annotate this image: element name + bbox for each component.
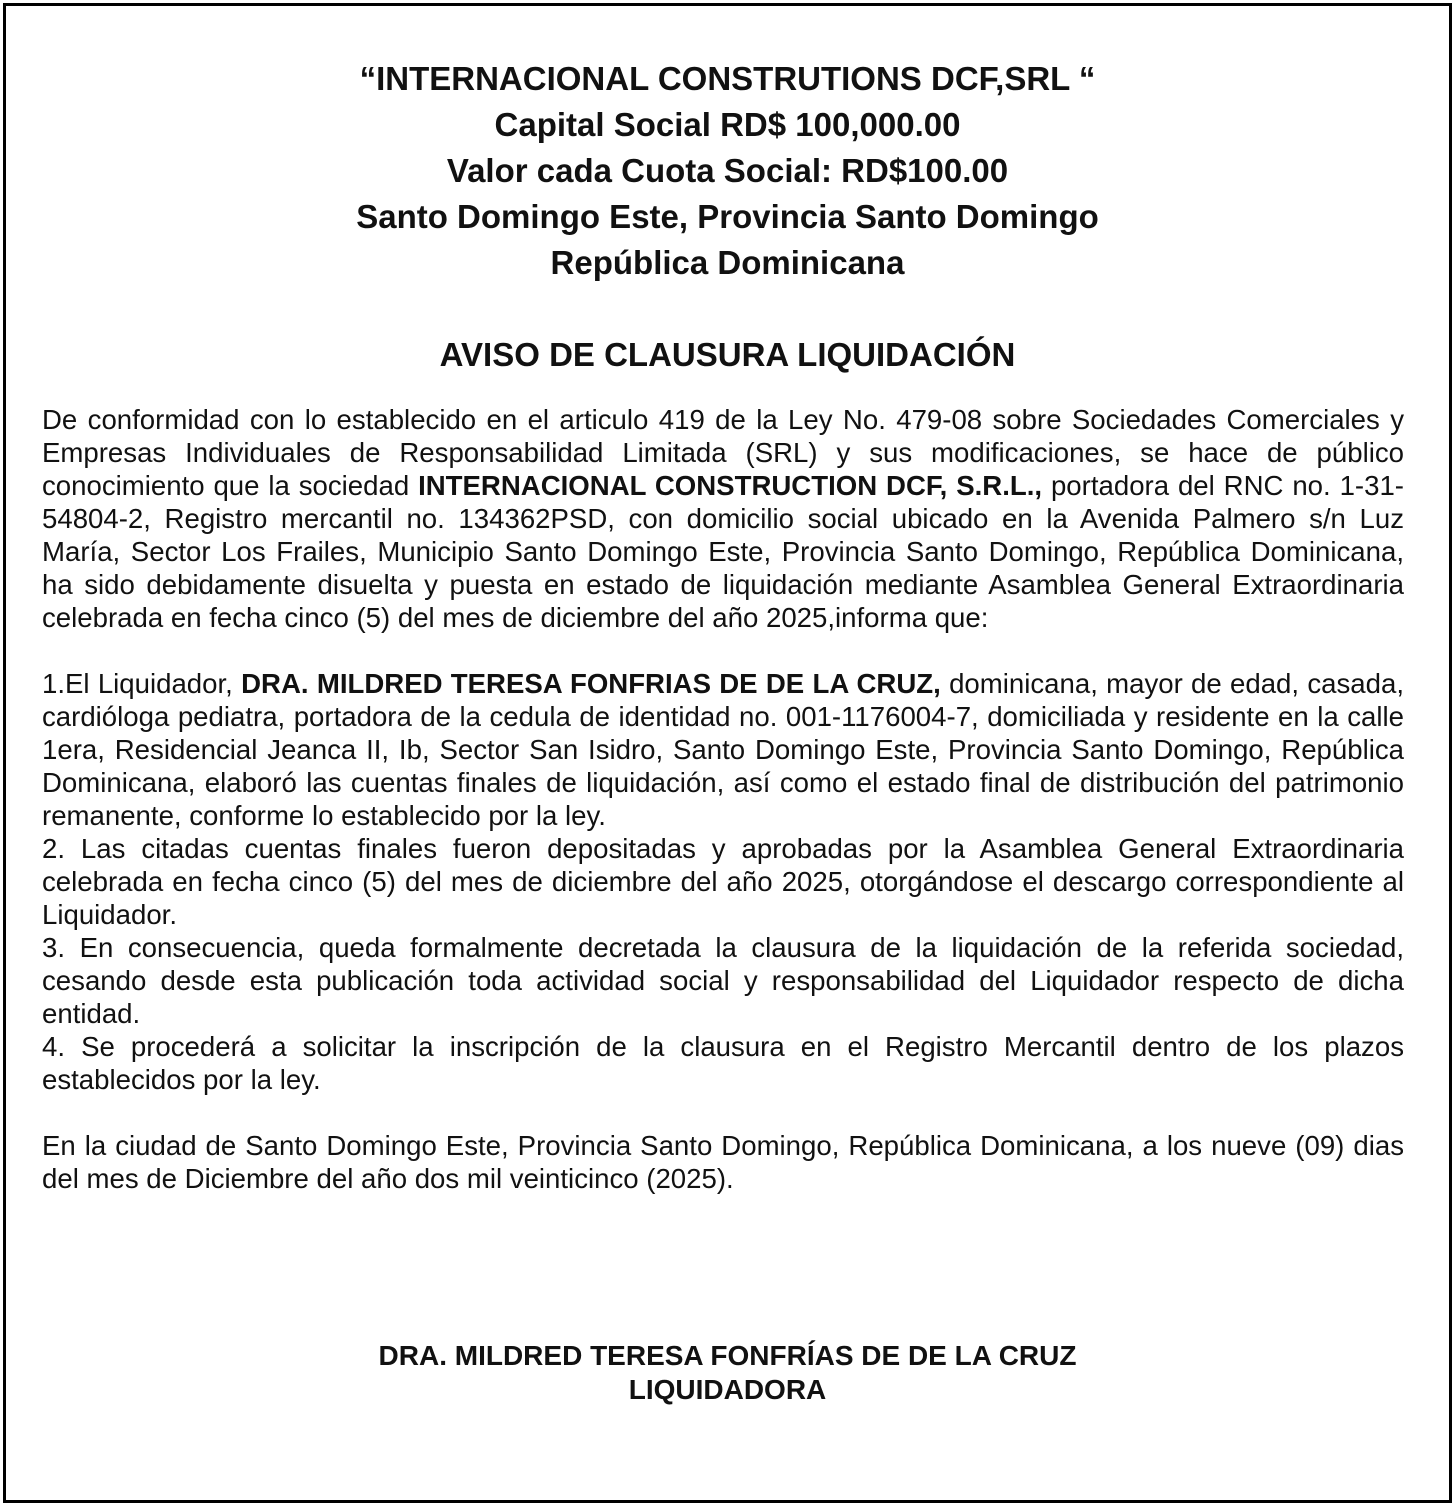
- company-name: “INTERNACIONAL CONSTRUTIONS DCF,SRL “: [359, 60, 1096, 97]
- intro-text-1: De conformidad con lo establecido en el articulo 419 de la Ley No. 479-08 sobre Sociedades Comerciales y Empresas Individuales de Responsabilidad Limitada (SRL) y sus modificaciones, se hace de público conocimiento que la sociedad: [42, 404, 1404, 501]
- item-1-liquidator-name: DRA. MILDRED TERESA FONFRIAS DE DE LA CRUZ,: [241, 668, 941, 699]
- closing-paragraph: En la ciudad de Santo Domingo Este, Provincia Santo Domingo, República Dominicana, a los nueve (09) dias del mes de Diciembre del año dos mil veinticinco (2025).: [42, 1130, 1404, 1194]
- item-1: [42, 667, 1404, 832]
- company-country: República Dominicana: [550, 244, 905, 281]
- company-location: Santo Domingo Este, Provincia Santo Domingo: [356, 198, 1099, 235]
- item-2: 2. Las citadas cuentas finales fueron depositadas y aprobadas por la Asamblea General Extraordinaria celebrada en fecha cinco (5) del mes de diciembre del año 2025, otorgándose el descargo correspondiente al Liquidador.: [42, 833, 1404, 930]
- signatory-name: DRA. MILDRED TERESA FONFRÍAS DE DE LA CRUZ: [378, 1340, 1077, 1371]
- item-1-text: dominicana, mayor de edad, casada, cardióloga pediatra, portadora de la cedula de identidad no. 001-1176004-7, domiciliada y residente en la calle 1era, Residencial Jeanca II, Ib, Sector San Isidro, Santo Domingo Este, Provincia Santo Domingo, República Dominicana, elaboró las cuentas finales de liquidación, así como el estado final de distribución del patrimonio remanente, conforme lo establecido por la ley.: [42, 668, 1404, 831]
- notice-title: AVISO DE CLAUSURA LIQUIDACIÓN: [439, 336, 1016, 373]
- intro-company-name: INTERNACIONAL CONSTRUCTION DCF, S.R.L.,: [418, 470, 1043, 501]
- signatory-role: LIQUIDADORA: [628, 1374, 827, 1405]
- intro-paragraph: [42, 403, 1404, 634]
- quota-value: Valor cada Cuota Social: RD$100.00: [446, 152, 1009, 189]
- legal-notice: [3, 3, 1452, 1503]
- notice-header: [6, 56, 1449, 286]
- item-1-prefix: 1.El Liquidador,: [42, 668, 242, 699]
- signature-block: [6, 1339, 1449, 1407]
- item-4: 4. Se procederá a solicitar la inscripción de la clausura en el Registro Mercantil dentro de los plazos establecidos por la ley.: [42, 1031, 1404, 1095]
- capital-social: Capital Social RD$ 100,000.00: [494, 106, 961, 143]
- notice-body: [42, 403, 1404, 1195]
- intro-text-2: portadora del RNC no. 1-31-54804-2, Registro mercantil no. 134362PSD, con domicilio social ubicado en la Avenida Palmero s/n Luz María, Sector Los Frailes, Municipio Santo Domingo Este, Provincia Santo Domingo, República Dominicana, ha sido debidamente disuelta y puesta en estado de liquidación mediante Asamblea General Extraordinaria celebrada en fecha cinco (5) del mes de diciembre del año 2025,informa que:: [42, 470, 1404, 633]
- item-3: 3. En consecuencia, queda formalmente decretada la clausura de la liquidación de la referida sociedad, cesando desde esta publicación toda actividad social y responsabilidad del Liquidador respecto de dicha entidad.: [42, 932, 1404, 1029]
